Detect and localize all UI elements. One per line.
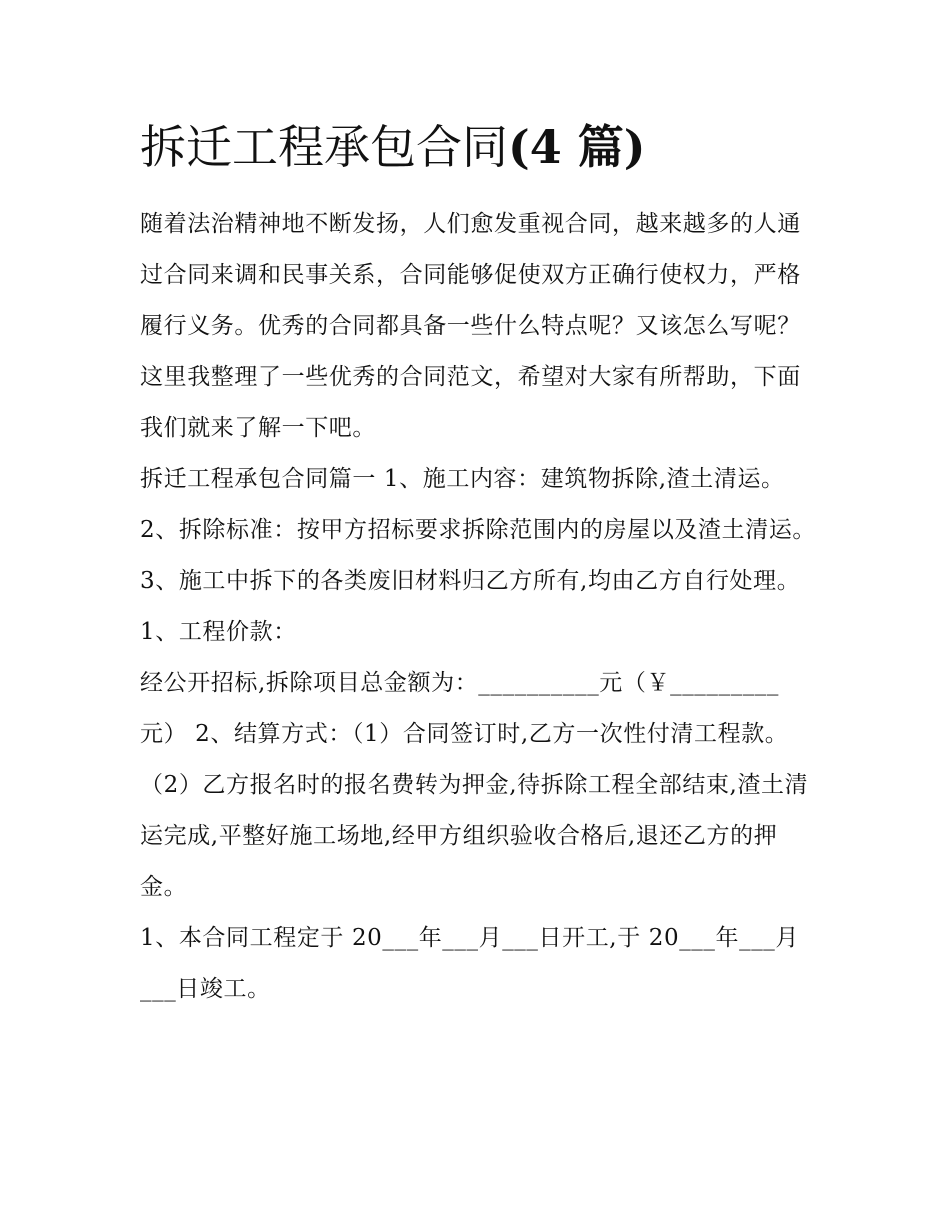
title-main: 拆迁工程承包合同 (140, 120, 508, 174)
document-title (140, 112, 820, 182)
document-page (140, 112, 820, 1015)
paragraph-demolition-standard: 2、拆除标准：按甲方招标要求拆除范围内的房屋以及渣土清运。 (140, 517, 817, 543)
paragraph-contract-price: 经公开招标,拆除项目总金额为：__________元（￥_________元） 2、结算方式：（1）合同签订时,乙方一次性付清工程款。 (140, 670, 789, 747)
paragraph-deposit: （2）乙方报名时的报名费转为押金,待拆除工程全部结束,渣土清运完成,平整好施工场地,经甲方组织验收合格后,退还乙方的押金。 (140, 772, 809, 900)
intro-paragraph: 随着法治精神地不断发扬，人们愈发重视合同，越来越多的人通过合同来调和民事关系，合同能够促使双方正确行使权力，严格履行义务。优秀的合同都具备一些什么特点呢？又该怎么写呢？这里我整理了一些优秀的合同范文，希望对大家有所帮助，下面我们就来了解一下吧。 (140, 211, 801, 441)
paragraph-section-1: 拆迁工程承包合同篇一 1、施工内容：建筑物拆除,渣土清运。 (140, 466, 785, 492)
paragraph-schedule: 1、本合同工程定于 20___年___月___日开工,于 20___年___月___日竣工。 (140, 925, 799, 1002)
paragraph-waste-materials: 3、施工中拆下的各类废旧材料归乙方所有,均由乙方自行处理。 1、工程价款： (140, 568, 801, 645)
title-suffix: (4 篇) (508, 120, 646, 174)
